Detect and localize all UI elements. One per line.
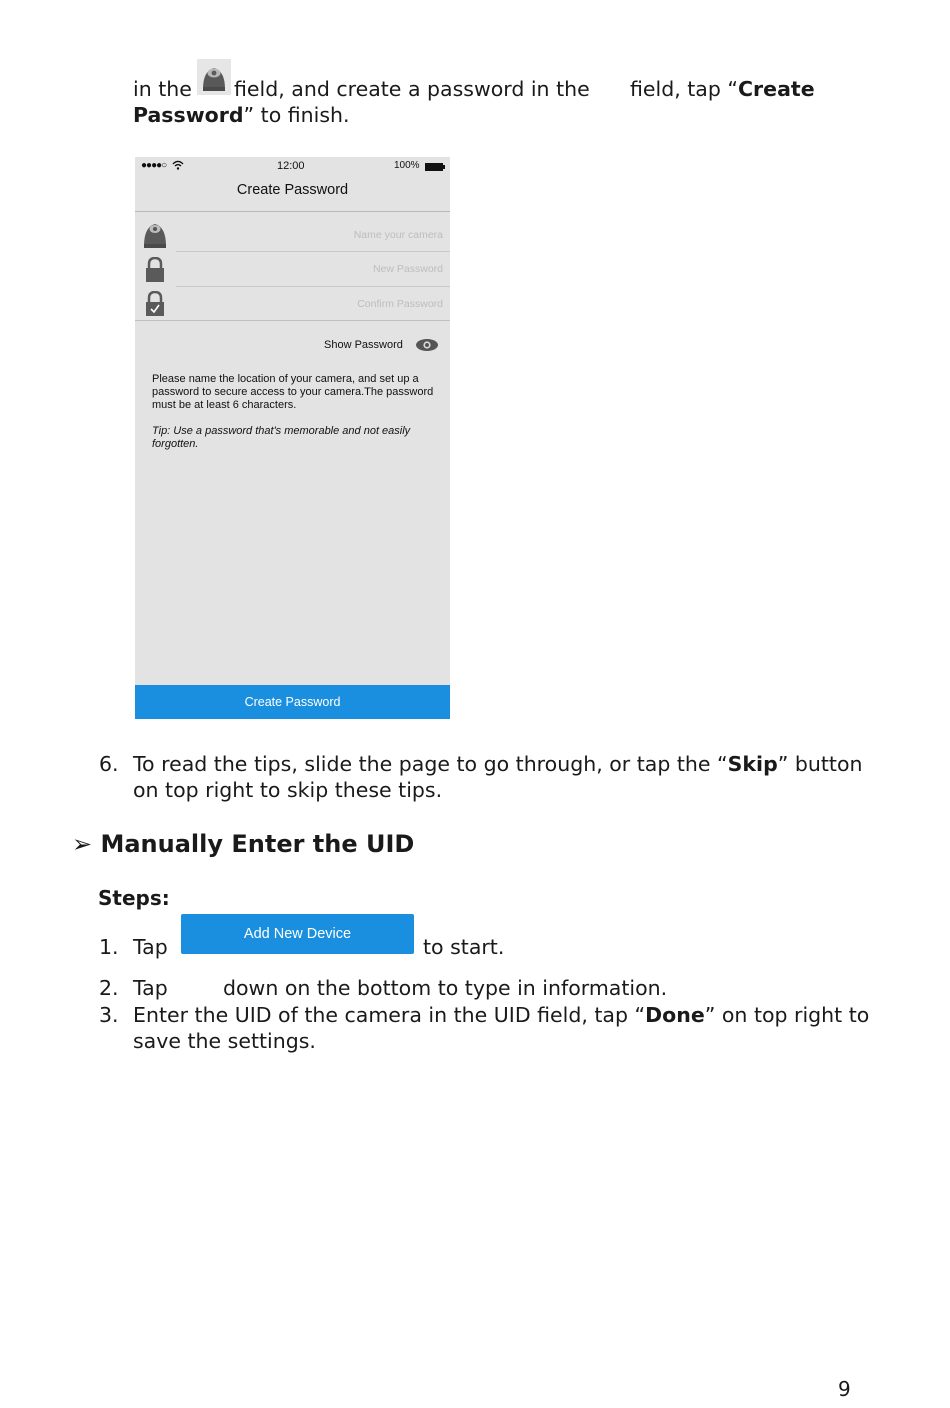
step2-number: 2. [99,976,119,1000]
step6-number: 6. [99,752,119,776]
phone-screenshot [135,157,450,719]
nav-divider [135,211,450,212]
intro-text: in the [133,77,192,101]
step3-text: Enter the UID of the camera in the UID field, tap “ [133,1003,646,1027]
steps-label: Steps: [98,886,170,910]
heading-text: Manually Enter the UID [100,830,415,858]
field-divider [176,251,450,252]
step3-number: 3. [99,1003,119,1027]
step1-text-a: Tap [133,935,168,959]
intro-line-1 [133,76,192,102]
status-time: 12:00 [277,160,305,172]
create-password-button[interactable]: Create Password [135,685,450,719]
battery-icon [425,162,445,170]
step6-line-2: on top right to skip these tips. [133,778,443,802]
intro-text: field, and create a password in the [234,77,590,101]
status-battery: 100% [394,160,420,171]
step6-text: ” button [777,752,863,776]
description-text: Please name the location of your camera, and set up a password to secure access to your camera.The password must be at least 6 characters. [152,373,434,411]
confirm-password-field[interactable] [135,288,450,322]
lock-check-icon [145,291,165,317]
eye-toggle-icon[interactable] [415,338,439,352]
camera-field-icon [197,59,231,95]
camera-name-placeholder: Name your camera [353,229,443,241]
signal-icon: ●●●●○ [141,160,167,171]
step6-text: To read the tips, slide the page to go through, or tap the “ [133,752,728,776]
step6-bold: Skip [727,752,778,776]
step3-line-1 [133,1002,869,1028]
intro-bold: Create [738,77,815,101]
add-new-device-button: Add New Device [181,914,414,954]
new-password-placeholder: New Password [372,263,443,275]
field-divider [135,320,450,321]
bullet-arrow-icon: ➢ [72,830,93,858]
intro-line-1c [630,76,815,102]
step3-bold: Done [645,1003,705,1027]
new-password-field[interactable] [135,253,450,287]
intro-line-1b [234,76,590,102]
step2-text-b: down on the bottom to type in information. [223,976,668,1000]
nav-title: Create Password [236,182,349,198]
tip-text: Tip: Use a password that's memorable and not easily forgotten. [152,425,411,450]
intro-bold: Password [133,103,244,127]
status-bar [135,157,450,177]
step2-text-a: Tap [133,976,168,1000]
confirm-password-placeholder: Confirm Password [357,298,443,310]
camera-name-field[interactable] [135,218,450,252]
step3-text: ” on top right to [704,1003,870,1027]
section-heading [72,830,414,858]
intro-text: field, tap “ [630,77,739,101]
step1-text-b: to start. [423,935,505,959]
intro-text: ” to finish. [243,103,350,127]
camera-icon [141,219,169,249]
step6-line-1 [133,751,863,777]
lock-icon [145,257,165,283]
field-divider [176,286,450,287]
page-number: 9 [838,1377,851,1401]
show-password-label: Show Password [324,339,403,351]
wifi-icon [172,159,184,171]
intro-line-2 [133,102,350,128]
step3-line-2: save the settings. [133,1029,316,1053]
step1-number: 1. [99,935,119,959]
